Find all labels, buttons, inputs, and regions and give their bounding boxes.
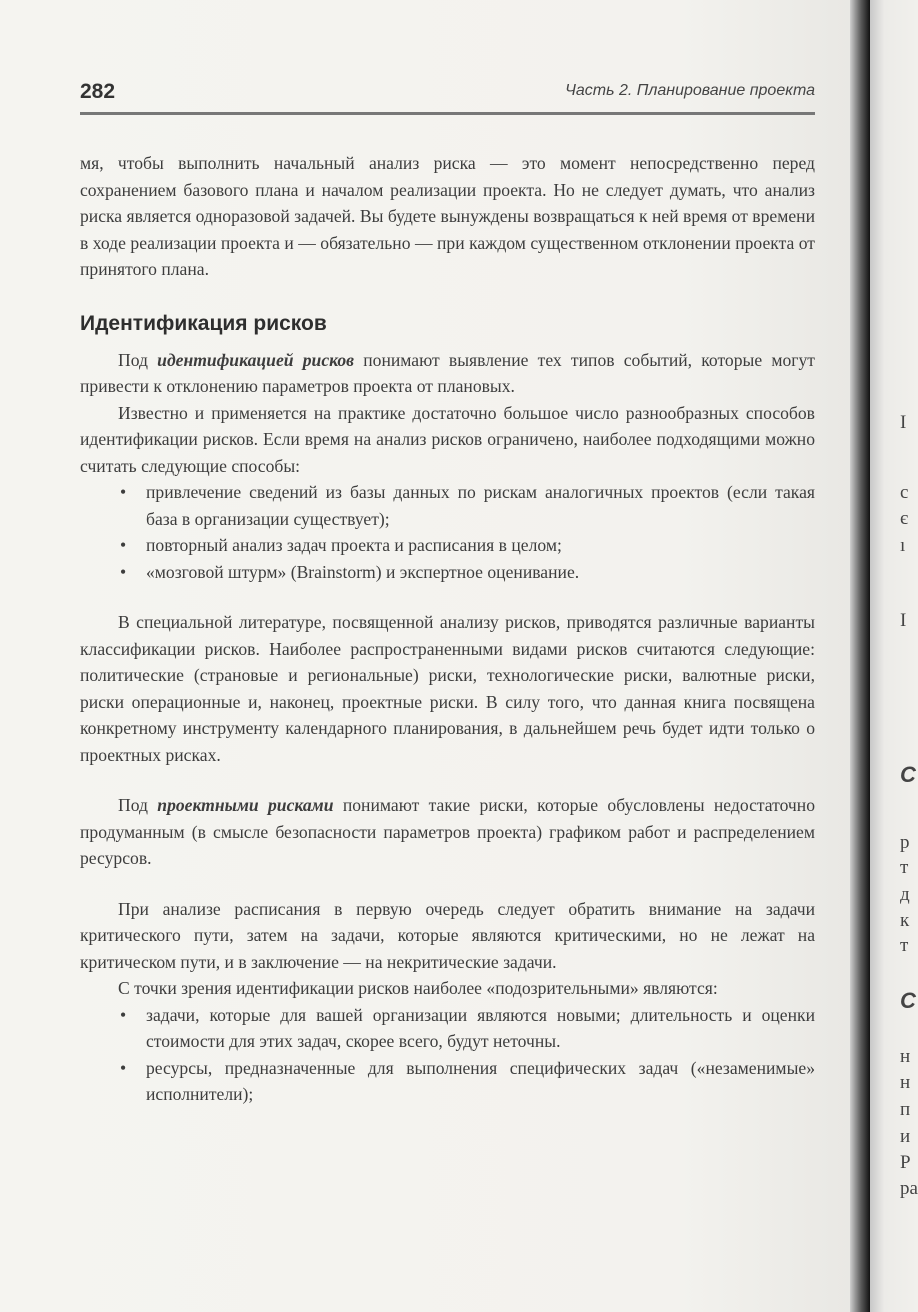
fragment: C [900,988,916,1013]
term-identification: идентификацией рисков [157,349,355,370]
fragment: т [900,935,909,956]
fragment: pa [900,1178,918,1199]
bullet-icon: • [120,1004,127,1025]
running-title: Часть 2. Планирование проекта [565,82,815,99]
bullet-icon: • [120,561,127,582]
fragment: н [900,1046,911,1067]
fragment: к [900,910,910,931]
fragment: c [900,482,909,503]
page-header [80,78,815,115]
list-item [80,479,815,532]
fragment: I [900,610,907,631]
fragment: и [900,1126,911,1147]
suspicious-list [80,1002,815,1108]
bullet-icon: • [120,1057,127,1078]
methods-list [80,479,815,585]
list-item [80,559,815,586]
list-item-text: привлечение сведений из базы данных по рискам аналогичных проектов (если такая база в организации существует); [146,482,815,529]
section-heading: Идентификация рисков [80,311,327,335]
list-item-text: ресурсы, предназначенные для выполнения специфических задач («незаменимые» исполнители); [146,1057,815,1104]
fragment: є [900,508,909,529]
suspicious-intro: С точки зрения идентификации рисков наиболее «подозрительными» являются: [118,978,718,998]
definition-text: понимают выявление тех типов событий, которые могут привести к отклонению параметров проекта от плановых. [80,349,815,396]
intro-paragraph: мя, чтобы выполнить начальный анализ риска — это момент непосредственно перед сохранением базового плана и началом реализации проекта. Но не следует думать, что анализ риска является одноразовой задачей. Вы будете вынуждены возвращаться к ней время от времени в ходе реализации проекта и — обязательно — при каждом существенном отклонении проекта от принятого плана. [80,153,815,279]
fragment: p [900,832,910,853]
definition-project-risks [80,792,815,872]
term-project-risks: проектными рисками [157,795,334,815]
fragment: ı [900,535,906,556]
page-body [80,150,815,1108]
list-item [80,1002,815,1055]
page-number: 282 [80,80,116,103]
definition-prefix: Под [118,349,158,370]
definition-identification [80,347,815,400]
adjacent-page-edge [870,0,918,1312]
fragment: н [900,1072,911,1093]
bullet-icon: • [120,535,127,555]
definition-prefix: Под [118,795,158,815]
fragment: P [900,1152,911,1173]
fragment: д [900,884,910,905]
fragment: C [900,762,916,787]
list-item [80,1055,815,1108]
methods-intro: Известно и применяется на практике достаточно большое число разнообразных способов идентификации рисков. Если время на анализ рисков ограничено, наиболее подходящими можно считать следующие способы: [80,402,815,476]
fragment: п [900,1099,911,1120]
list-item-text: задачи, которые для вашей организации являются новыми; длительность и оценки стоимости для этих задач, скорее всего, будут неточны. [146,1004,815,1051]
fragment: т [900,857,909,878]
list-item-text: «мозговой штурм» (Brainstorm) и экспертное оценивание. [146,561,580,582]
book-gutter [850,0,870,1312]
fragment: I [900,412,907,433]
classification-paragraph: В специальной литературе, посвященной анализу рисков, приводятся различные варианты классификации рисков. Наиболее распространенными видами рисков считаются следующие: политические (страновые и региональные) риски, технологические риски, валютные риски, риски операционные и, наконец, проектные риски. В силу того, что данная книга посвящена конкретному инструменту календарного планирования, в дальнейшем речь будет идти только о проектных рисках. [80,612,815,765]
definition-text: понимают такие риски, которые обусловлены недостаточно продуманным (в смысле безопасности параметров проекта) графиком работ и распределением ресурсов. [80,795,815,868]
schedule-paragraph: При анализе расписания в первую очередь следует обратить внимание на задачи критического пути, затем на задачи, которые являются критическими, но не лежат на критическом пути, и в заключение — на некритические задачи. [80,898,815,972]
bullet-icon: • [120,482,127,502]
list-item-text: повторный анализ задач проекта и расписания в целом; [146,535,562,555]
list-item [80,532,815,559]
